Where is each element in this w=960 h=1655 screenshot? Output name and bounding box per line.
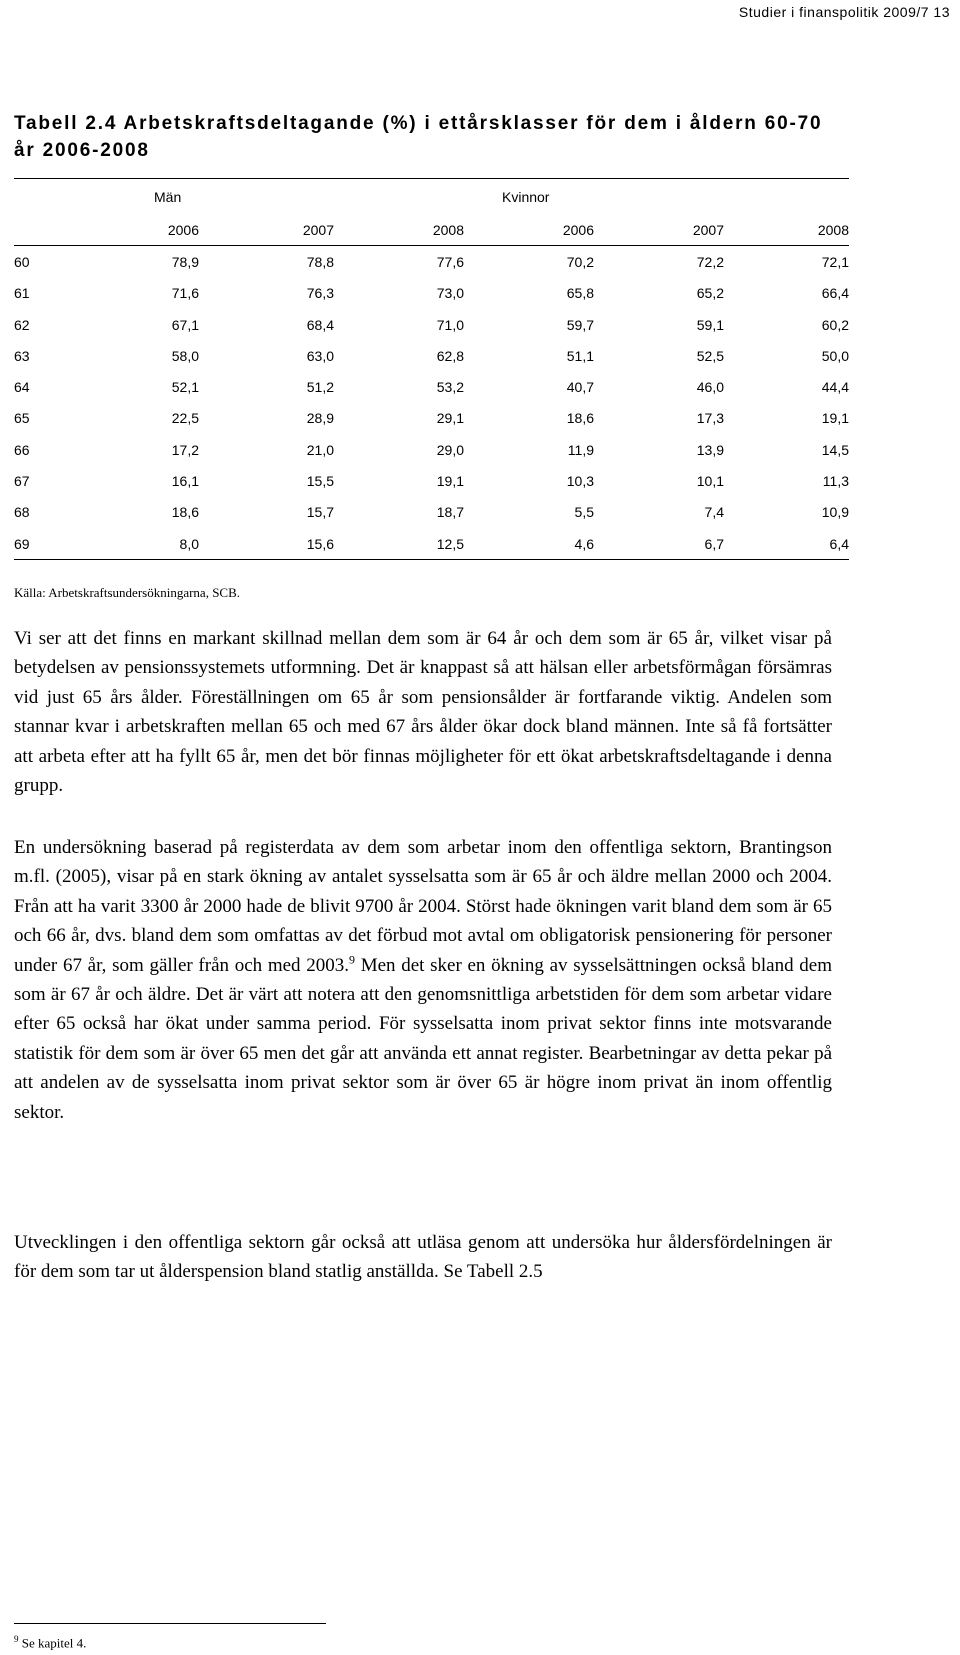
value-cell: 4,6 [464, 528, 594, 560]
footnote-reference[interactable]: 9 [349, 952, 355, 967]
value-cell: 13,9 [696, 441, 724, 458]
value-cell: 21,0 [306, 441, 334, 458]
table-row [14, 371, 849, 402]
table-row [14, 278, 849, 309]
age-cell: 60 [14, 253, 30, 270]
value-cell: 78,8 [306, 253, 334, 270]
value-cell: 7,4 [704, 504, 724, 521]
table-body [14, 246, 849, 560]
value-cell: 11,9 [567, 441, 594, 458]
value-cell: 19,1 [436, 473, 464, 490]
year-header: 2008 [334, 214, 464, 246]
year-header: 2007 [594, 214, 724, 246]
value-cell: 72,1 [821, 253, 849, 270]
value-cell: 16,1 [171, 473, 199, 490]
footnote-number: 9 [14, 1634, 19, 1644]
value-cell: 50,0 [821, 347, 849, 364]
value-cell: 53,2 [436, 379, 464, 396]
table-row [14, 246, 849, 278]
value-cell: 22,5 [171, 410, 199, 427]
value-cell: 51,2 [306, 379, 334, 396]
table-source-note: Källa: Arbetskraftsundersökningarna, SCB. [14, 585, 241, 600]
year-header: 2006 [464, 214, 594, 246]
value-cell: 65,8 [566, 285, 594, 302]
value-cell: 15,7 [306, 504, 334, 521]
value-cell: 59,1 [696, 316, 724, 333]
age-cell: 68 [14, 504, 30, 521]
value-cell: 68,4 [306, 316, 334, 333]
body-paragraph [14, 833, 832, 1127]
footnote-text: Se kapitel 4. [18, 1635, 87, 1651]
value-cell: 59,7 [566, 316, 594, 333]
value-cell: 5,5 [574, 504, 594, 521]
running-header: Studier i finanspolitik 2009/7 13 [738, 4, 950, 20]
value-cell: 18,7 [436, 504, 464, 521]
value-cell: 29,1 [436, 410, 464, 427]
value-cell: 17,2 [171, 441, 199, 458]
age-cell: 65 [14, 410, 30, 427]
value-cell: 67,1 [171, 316, 199, 333]
value-cell: 73,0 [436, 285, 464, 302]
value-cell: 18,6 [171, 504, 199, 521]
value-cell: 66,4 [821, 285, 849, 302]
paragraph-text: Men det sker en ökning av sysselsättningen också bland dem som är 67 år och äldre. Det är värt att notera att den genomsnittliga arbetstiden för dem som arbetar vidare efter 65 också har ökat under samma period. För sysselsatta inom privat sektor finns inte motsvarande statistik för dem som är över 65 men det går att använda ett annat register. Bearbetningar av detta pekar på att andelen av de sysselsatta inom privat sektor som är över 65 är högre inom privat än inom offentlig sektor. [14, 954, 832, 1123]
value-cell: 52,1 [171, 379, 199, 396]
value-cell: 52,5 [696, 347, 724, 364]
value-cell: 19,1 [821, 410, 849, 427]
value-cell: 14,5 [821, 441, 849, 458]
value-cell: 12,5 [334, 528, 464, 560]
value-cell: 17,3 [696, 410, 724, 427]
age-cell: 69 [14, 528, 144, 560]
table-title: Tabell 2.4 Arbetskraftsdeltagande (%) i ettårsklasser för dem i åldern 60-70 år 2006-2008 [14, 113, 823, 161]
value-cell: 15,5 [306, 473, 334, 490]
value-cell: 70,2 [566, 253, 594, 270]
value-cell: 78,9 [171, 253, 199, 270]
table-year-header-row [14, 214, 849, 246]
value-cell: 15,6 [199, 528, 334, 560]
value-cell: 11,3 [822, 473, 849, 490]
value-cell: 76,3 [306, 285, 334, 302]
table-row [14, 309, 849, 340]
footnote [14, 1634, 86, 1651]
age-cell: 62 [14, 316, 30, 333]
table-row [14, 434, 849, 465]
value-cell: 29,0 [436, 441, 464, 458]
age-cell: 61 [14, 285, 30, 302]
value-cell: 6,4 [724, 528, 849, 560]
age-cell: 63 [14, 347, 30, 364]
value-cell: 10,1 [696, 473, 724, 490]
year-header: 2006 [144, 214, 199, 246]
value-cell: 46,0 [696, 379, 724, 396]
value-cell: 8,0 [144, 528, 199, 560]
group-label-men: Män [144, 179, 464, 215]
year-header: 2008 [724, 214, 849, 246]
year-header: 2007 [199, 214, 334, 246]
value-cell: 10,9 [821, 504, 849, 521]
value-cell: 10,3 [566, 473, 594, 490]
value-cell: 65,2 [696, 285, 724, 302]
age-cell: 64 [14, 379, 30, 396]
value-cell: 63,0 [306, 347, 334, 364]
footnote-divider [14, 1623, 326, 1624]
value-cell: 51,1 [566, 347, 594, 364]
value-cell: 6,7 [594, 528, 724, 560]
participation-table [14, 178, 849, 560]
body-paragraph: Vi ser att det finns en markant skillnad mellan dem som är 64 år och dem som är 65 år, vilket visar på betydelsen av pensionssystemets utformning. Det är knappast så att hälsan eller arbetsförmågan försämras vid just 65 års ålder. Föreställningen om 65 år som pensionsålder är fortfarande viktig. Andelen som stannar kvar i arbetskraften mellan 65 och med 67 års ålder ökar dock bland männen. Inte så få fortsätter att arbeta efter att ha fyllt 65 år, men det bör finnas möjligheter för ett ökat arbetskraftsdeltagande i denna grupp. [14, 628, 832, 797]
table-group-header-row [14, 179, 849, 215]
value-cell: 58,0 [171, 347, 199, 364]
table-row [14, 528, 849, 560]
table-row [14, 403, 849, 434]
value-cell: 44,4 [821, 379, 849, 396]
value-cell: 77,6 [436, 253, 464, 270]
paragraph-text: En undersökning baserad på registerdata av dem som arbetar inom den offentliga sektorn, Brantingson m.fl. (2005), visar på en stark ökning av antalet sysselsatta som är 65 år och äldre mellan 2000 och 2004. Från att ha varit 3300 år 2000 hade de blivit 9700 år 2004. Störst hade ökningen varit bland dem som är 65 och 66 år, dvs. bland dem som omfattas av det förbud mot avtal om obligatorisk pensionering för personer under 67 år, som gäller från och med 2003. [14, 837, 832, 976]
value-cell: 60,2 [821, 316, 849, 333]
value-cell: 71,6 [171, 285, 199, 302]
table-row [14, 340, 849, 371]
value-cell: 28,9 [306, 410, 334, 427]
body-paragraph: Utvecklingen i den offentliga sektorn går också att utläsa genom att undersöka hur åldersfördelningen är för dem som tar ut ålderspension bland statlig anställda. Se Tabell 2.5 [14, 1232, 832, 1283]
value-cell: 72,2 [696, 253, 724, 270]
value-cell: 18,6 [566, 410, 594, 427]
group-label-women: Kvinnor [464, 179, 849, 215]
age-cell: 67 [14, 473, 30, 490]
age-cell: 66 [14, 441, 30, 458]
value-cell: 40,7 [566, 379, 594, 396]
value-cell: 62,8 [436, 347, 464, 364]
table-row [14, 497, 849, 528]
table-row [14, 465, 849, 496]
value-cell: 71,0 [436, 316, 464, 333]
